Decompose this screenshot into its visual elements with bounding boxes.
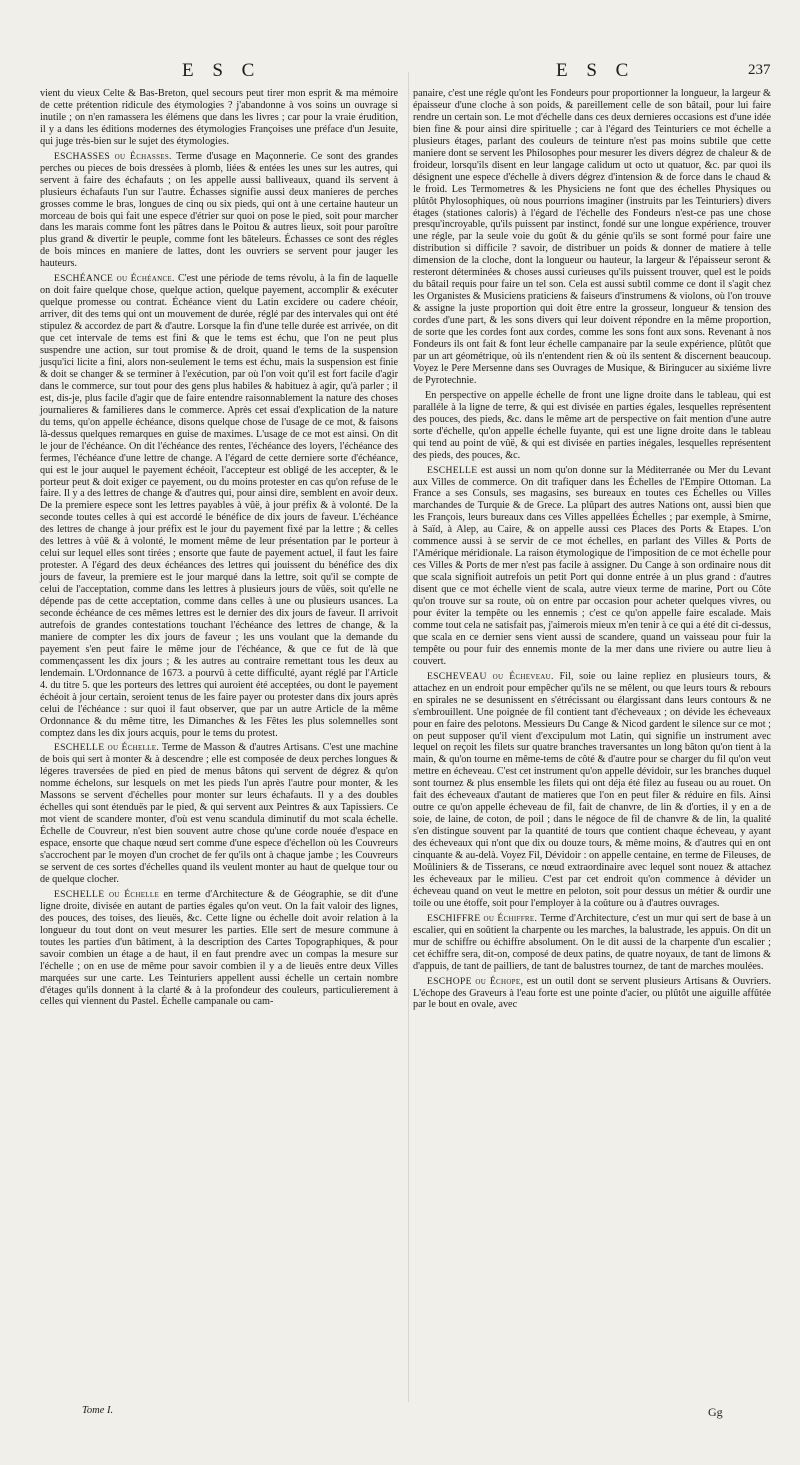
- entry-headword: ESCHELLE ou Échelle: [54, 888, 160, 900]
- entry-headword: ESCHASSES ou Échasses.: [54, 150, 172, 162]
- paragraph: [40, 88, 398, 148]
- paragraph-text: panaire, c'est une régle qu'ont les Fondeurs pour proportionner la longueur, la largeur & épaisseur d'une cloche à son poids, & pareillement celle de son bâtail, pour lui faire rendre un certain son. Le mot d'échelle dans ces deux dernieres occasions est d'une idée bien fine & pour ainsi dire spirituelle ; car à l'égard des Teinturiers ce mot échelle a plusieurs étages, parlant des couleurs de teinture n'est pas moins subtile que cette maniere dont se servent les Philosophes pour mesurer les divers dégrez de chaleur & de froideur, lorsqu'ils disent en leur langage calidum ut octo ut quatuor, &c. par quoi ils désignent une espece d'échelle à divers dégrez d'intension & de force dans le chaud & le froid. Les Termometres & les Physiciens ne font que des échelles Physiques ou plûtôt Phylosophiques, où nous pourrions imaginer (instruits par les Teinturiers) divers étages (stationes caloris) à l'égard de l'échelle des Fondeurs n'est-ce pas une chose presqu'incroyable, qu'ils puissent par instinct, fondé sur une longue expérience, trouver une régle, par la seule voie du goût & du génie qu'ils se sont formé pour faire une distribution si difficile ? savoir, de distribuer un poids & donner de matiere à telle dimension de la cloche, dont la longueur ou hauteur, la largeur & l'épaisseur seront & resteront déterminées & choses aussi curieuses qu'ils puissent trouver, quel est le poids du bâtail requis pour faire un tel son. Cela est aussi subtil comme ce dont il s'agit chez les Organistes & Musiciens praticiens & faiseurs d'instrumens & violons, où l'on trouve & assigne la juste proportion qui doit être entre la grosseur, longueur & tension des cordes d'une part, & les sons divers qui leur doivent répondre en la même proportion, de sorte que les cordes font aux cordes, comme les sons font aux sons. Revenant à nos Fondeurs ils ont fait & font leur échelle campanaire par la seule expérience, plûtôt que par un art géométrique, où ils n'entendent rien & où ils sentent & discernent beaucoup. Voyez le Pere Mersenne dans ses Ouvrages de Musique, & Biringucer au sixiéme livre de Pyrotechnie.: [413, 88, 771, 386]
- entry-eschope: [413, 976, 771, 1012]
- paragraph: [413, 88, 771, 387]
- entry-headword: ESCHEVEAU ou Écheveau.: [427, 670, 554, 682]
- paragraph-text: vient du vieux Celte & Bas-Breton, quel secours peut tirer mon esprit & ma mémoire de cette prétention ridicule des étymologies ? j'abandonne à vos soins un ouvrage si inutile ; on n'en ramassera les élémens que dans les livres ; car pour la vraie érudition, il y a dans les éditions modernes des étymologies Françoises une préface d'un Jesuite, qui juge très-bien sur le sujet des étymologies.: [40, 88, 398, 147]
- entry-text: Terme de Masson & d'autres Artisans. C'est une machine de bois qui sert à monter & à descendre ; elle est composée de deux perches longues & légeres traversées de pied en pied de menus bâtons qui servent de dégrez & qu'on nomme échelons, sur lesquels on met les pieds l'un après l'autre pour monter, & les Massons se servent d'échelles pour monter sur leurs échafauts. Il y a des doubles échelles qui sont étenduës par le pied, & qui servent aux Peintres & aux Tapissiers. Ce mot vient de scandere monter, d'où est venu scandula diminutif du mot scala échelle. Échelle de Couvreur, n'est bien souvent autre chose qu'une corde nouée d'espace en espace, ensorte que chaque nœud sert comme d'une espece d'échellon où les Couvreurs s'accrochent par le moyen d'un crochet de fer qu'ils ont à chaque jambe ; les Couvreurs se servent de ces sortes d'échelles quand ils veulent monter au haut de quelque tour ou de quelque clocher.: [40, 742, 398, 885]
- entry-escheance: [40, 273, 398, 739]
- entry-escheveau: [413, 671, 771, 910]
- entry-eschelle: [40, 742, 398, 885]
- entry-text: est aussi un nom qu'on donne sur la Méditerranée ou Mer du Levant aux Villes de commerce. On dit trafiquer dans les Échelles de l'Empire Ottoman. La France a ses Consuls, ses magasins, ses bureaux en toutes ces Échelles ou Villes marchandes de Turquie & de Grece. La plûpart des autres Nations ont, aussi bien que les François, leurs bureaux dans ces Villes appellées Échelles ; par exemple, à Smirne, à Saïd, à Alep, au Caire, & on appelle aussi ces Places des Ports & Etapes. L'on commence aussi à se servir de ce mot échelles, en parlant des Villes & Ports de l'Amérique méridionale. La raison étymologique de l'imposition de ce mot échelle pour ces Villes & Ports de mer n'est pas facile à assigner. Du Cange à son ordinaire nous dit que scala signifioit autrefois un petit Port qui donne entrée à un plus grand : d'autres disent que ce mot échelle vient de scala, autre vieux terme de marine, Port ou Côte qu'on trouve sur sa route, où on entre par occasion pour acheter quelques vivres, ou pour éviter la tempête ou les ennemis ; c'est ce qu'on appelle faire escalade. Mais comme tout cela ne satisfait pas, j'aimerois mieux m'en tenir à ce qui a été dit ci-dessus, que scala en ce dernier sens vient aussi de scandere, quand un vaisseau pour fuir la tempête ou pour fuir des ennemis monte de la mer dans une riviere ou autre lieu à couvert.: [413, 464, 772, 667]
- entry-eschiffre: [413, 913, 771, 973]
- paragraph-text: En perspective on appelle échelle de front une ligne droite dans le tableau, qui est paralléle à la ligne de terre, & qui est divisée en parties égales, lesquelles représentent des pouces, des pieds, &c. dans le même art de perspective on fait mention d'une autre sorte d'échelle, qu'on appelle échelle fuyante, qui est une ligne droite dans le tableau qui tend au point de vûë, & qui est divisée en parties inégales, lesquelles représentent des pieds, des pouces, &c.: [413, 389, 771, 461]
- entry-headword: ESCHELLE: [427, 464, 478, 476]
- entry-text: Fil, soie ou laine repliez en plusieurs tours, & attachez en un endroit pour empêcher qu'ils ne se mêlent, ou que leurs tours & rebours en spirales ne se desunissent en s'étrécissant ou élargissant dans leurs contours & ne s'embrouillent. Une poignée de fil contient tant d'écheveaux ; on dévide les écheveaux pour en faire des pelotons. Messieurs Du Cange & Nicod gardent le silence sur ce mot ; on peut supposer qu'il vient d'excipulum mot Latin, qui signifie un instrument avec lequel on reçoit les filets sur quatre branches traversantes un long bâton qu'on tient à la main, & qu'on tourne en même-tems de côté & d'autre pour se charger du fil qu'on veut mettre en écheveau. C'est cet instrument qu'on appelle dévidoir, sur les branches duquel sont tournez & plus ensemble les filets qui ont déja été filez au fuseau ou au rouet. On fait des écheveaux d'autant de matieres que l'on en peut filer & réduire en fils. Ainsi outre ce qu'on appelle écheveau de fil, fait de chanvre, de lin & d'orties, il y en a de soie, de laine, de coton, de poil ; dans le négoce de fil de chanvre & de lin, la qualité s'en distingue souvent par la quantité de tours que contient chaque écheveau, y ayant des écheveaux qui n'ont que dix ou douze tours, & même moins, & d'autres qui en ont cinquante & au-delà. Voyez Fil, Dévidoir : on appelle centaine, en terme de Fileuses, de Moûliniers & de Tisserans, ce nœud extraordinaire avec lequel sont nouez & attachez les écheveaux par le milieu. C'est par cet endroit qu'on commence à dévider un écheveau quand on veut le mettre en peloton, soit pour dessus un métier & ourdir une toile ou une étoffe, soit pour l'employer à la coûture ou à d'autres ouvrages.: [413, 670, 772, 909]
- column-divider: [408, 72, 409, 1402]
- entry-eschelle-architecture: [40, 889, 398, 1009]
- volume-footer: Tome I.: [82, 1405, 114, 1416]
- entry-text: Terme d'Architecture, c'est un mur qui sert de base à un escalier, qui en soûtient la charpente ou les marches, la balustrade, les appuis. On dit un mur de schiffre ou échiffre absolument. On le dit aussi de la charpente d'un escalier ; cet échiffre sera, dit-on, composé de deux patins, de quatre noyaux, de tant de limons & d'appuis, de tant de pailliers, de tant de balustres tournez, de tant de marches moulées.: [413, 912, 771, 972]
- entry-headword: ESCHELLE ou Échelle.: [54, 742, 160, 754]
- entry-text: C'est une période de tems révolu, à la fin de laquelle on doit faire quelque chose, quelque action, quelque payement, accomplir & exécuter quelque promesse ou contrat. Échéance vient du Latin excidere ou cadere chéoir, arriver, dit des tems qui ont un mouvement de durée, réglé par des intervales qui ont été stipulez & accordez de part & d'autre. Lorsque la fin d'une telle durée est arrivée, on dit que cet intervale de tems est fini & que le tems est échu, que l'on ne peut plus suspendre une action, sur tout promise & de droit, quand le tems de la suspension jusqu'ici licite a fini, alors non-seulement le tems est échu, mais la suspension est finie & doit se changer & se terminer à l'exécution, par où l'on voit qu'il est fort facile d'agir dans le commerce, sur tout pour des gens plus habiles & habituez à agir, qu'à parler ; il est, dis-je, plus facile d'agir que de faire entendre raisonnablement la nature des choses journalieres & familieres dans le commerce. Après cet essai d'explication de la nature du tems, qu'on appelle échéance, disons quelque chose de l'usage de ce mot, & faisons là-dessus quelques remarques en guise de maximes. L'usage de ce mot est ainsi. On dit le jour de l'échéance. On dit l'échéance des rentes, l'échéance des loyers, l'échéance des fermes, l'échéance d'une lettre de change. A l'égard de cette derniere sorte d'échéance, qui est le jour auquel le payement échéoit, l'accepteur est obligé de les accepter, & le porteur peut & doit exiger ce payement, ou du moins protester en cas qu'on refuse de le faire. Il y a des lettres de change & d'autres qui, pour ainsi dire, semblent en avoir deux. De la premiere espece sont les lettres payables à vûë, à jour préfix & à volonté. De la seconde toutes celles à qui est accordé le bénéfice de dix jours de faveur. L'échéance des lettres de change à jour préfix est le jour du payement fixé par la lettre ; & celles des lettres à vûë & à volonté, le moment même de leur présentation par le porteur à celui sur lequel elles sont tirées ; ensorte que faute de payement actuel, il faut les faire protester. A l'égard des deux échéances des lettres qui jouissent du bénéfice des dix jours de faveur, la premiere est le jour marqué dans la lettre, soit qu'il se compte de celui de l'acceptation, comme dans les lettres à plusieurs jours de vûës, soit qu'elle ne dépende pas de cette acceptation, comme dans celles à une ou plusieurs usances. La seconde échéance de ces mêmes lettres est le dernier des dix jours de faveur. Il arrivoit autrefois de grandes contestations touchant l'échéance des lettres de change, & la maniere de compter les dix jours de faveur ; les uns voulant que la demande du payement s'en peut faire le même jour de l'échéance, & que ce fut de là que commençassent les dix jours ; & les autres au contraire remettant tous les deux au lendemain. L'Ordonnance de 1673. a pourvû à cette difficulté, ayant réglé par l'Article 4. du titre 5. que les porteurs des lettres qui auroient été acceptées, ou dont le payement échéoit à jour certain, seroient tenus de les faire payer ou protester dans dix jours après celui de l'échéance : sur quoi il faut observer, que par un autre Article de la même Ordonnance & du même titre, les Dimanches & les Fêtes les plus solemnelles sont comptez dans les dix jours acquis, pour le tems du protest.: [40, 273, 399, 739]
- left-column: [40, 88, 398, 1011]
- page-number: 237: [748, 62, 771, 78]
- entry-eschelle-commerce: [413, 465, 771, 668]
- entry-headword: ESCHÉANCE ou Échéance.: [54, 273, 175, 285]
- running-head-right: E S C: [556, 60, 636, 81]
- entry-text: en terme d'Architecture & de Géographie, se dit d'une ligne droite, divisée en autant de parties égales qu'on veut. On la fait valoir des lignes, des pouces, des toises, des lieuës, &c. Cette ligne ou échelle doit avoir relation à la longueur du tout dont on veut mesurer les parties. Elle sert de mesure commune à toutes les parties d'un bâtiment, à la description des Cartes Topographiques, & pour savoir combien un étage a de haut, il en faut prendre avec un compas la mesure sur l'échelle ; on en use de même pour savoir combien il y a de lieuës entre deux Villes marquées sur une carte. Les Teinturiers appellent aussi échelle un certain nombre d'étages qu'ils donnent à la clarté & à la profondeur des couleurs, particulierement à celles qui viennent du Pastel. Échelle campanale ou cam-: [40, 888, 399, 1008]
- signature-mark: Gg: [708, 1405, 723, 1419]
- running-head-left: E S C: [182, 60, 262, 81]
- entry-text: Terme d'usage en Maçonnerie. Ce sont des grandes perches ou pieces de bois dressées à plomb, liées & entées les unes sur les autres, qui servent à faire des échafauts ; on les appelle aussi balliveaux, quand ils servent à plusieurs échafauts l'un sur l'autre. Échasses signifie aussi deux manieres de perches grosses comme le bras, longues de cinq ou six pieds, qui ont à une certaine hauteur un morceau de bois qui fait une espece d'étrier sur quoi on pose le pied, soit pour marcher dans les marais comme font les pâtres dans le Poitou & autres lieux, soit pour paroître plus grand & divertir le peuple, comme font les bâteleurs. Échasses ce sont des régles de bois minces en maniere de lattes, dont les ouvriers se servent pour jauger les hauteurs.: [40, 150, 398, 270]
- entry-headword: ESCHOPE ou Échope,: [427, 975, 524, 987]
- entry-eschasses: [40, 151, 398, 271]
- paragraph: [413, 390, 771, 462]
- entry-text: est un outil dont se servent plusieurs Artisans & Ouvriers. L'échope des Graveurs à l'eau forte est une pointe d'acier, ou plûtôt une aiguille affûtée par le bout en ovale, avec: [413, 975, 771, 1011]
- entry-headword: ESCHIFFRE ou Échiffre.: [427, 912, 538, 924]
- right-column: [413, 88, 771, 1014]
